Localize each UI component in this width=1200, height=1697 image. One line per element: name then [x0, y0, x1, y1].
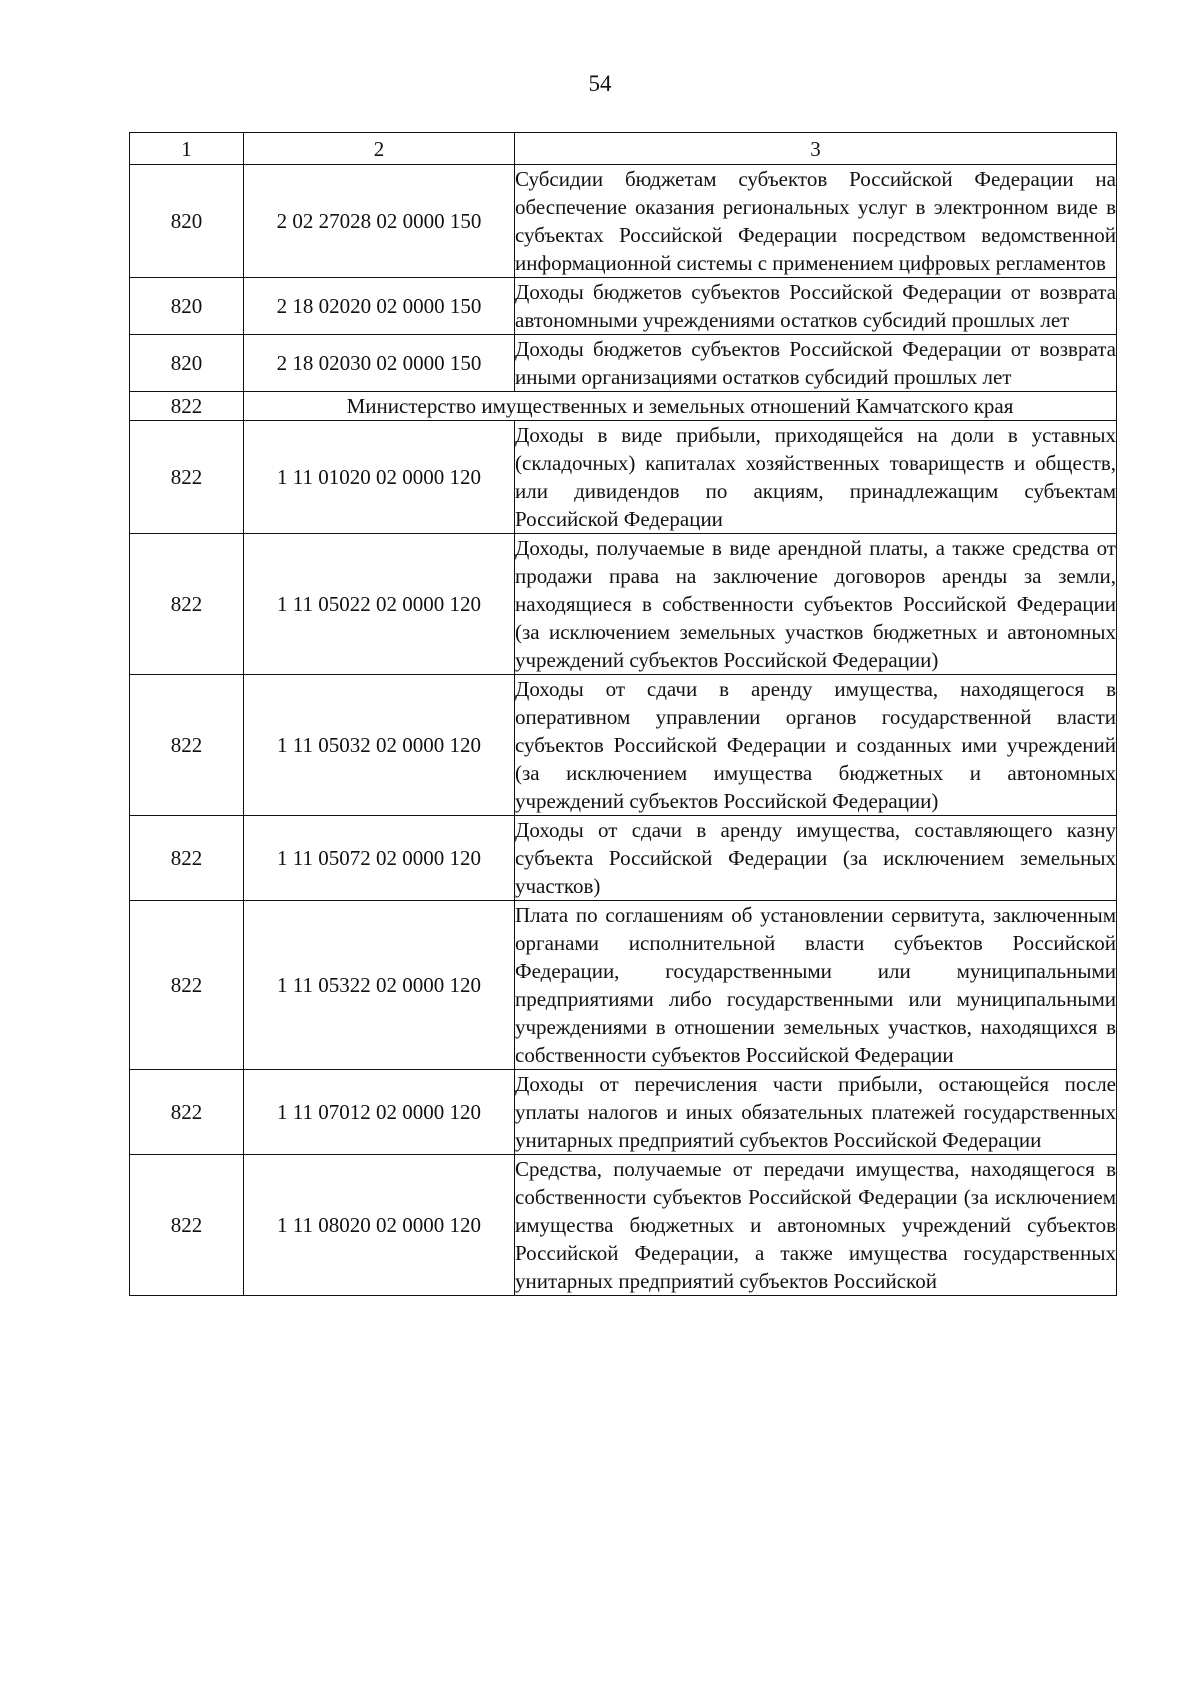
description-cell: [515, 278, 1117, 335]
description-text: Доходы от сдачи в аренду имущества, составляющего казну субъекта Российской Федерации (за исключением земельных участков): [515, 818, 1116, 898]
description-cell: [515, 675, 1117, 816]
description-text: Доходы, получаемые в виде арендной платы, а также средства от продажи права на заключение договоров аренды за земли, находящиеся в собственности субъектов Российской Федерации (за исключением земельных участков бюджетных и автономных учреждений субъектов Российской Федерации): [515, 536, 1116, 672]
table-row: [130, 335, 1117, 392]
admin-code-cell: 822: [130, 1155, 244, 1296]
revenue-code-cell: 1 11 01020 02 0000 120: [244, 421, 515, 534]
table-row: [130, 534, 1117, 675]
column-header-2: 2: [244, 133, 515, 165]
revenue-code-cell: 2 02 27028 02 0000 150: [244, 165, 515, 278]
table-header-row: [130, 133, 1117, 165]
column-header-3: 3: [515, 133, 1117, 165]
admin-code-cell: 820: [130, 335, 244, 392]
description-cell: [515, 901, 1117, 1070]
table-row: [130, 901, 1117, 1070]
description-text: Доходы бюджетов субъектов Российской Федерации от возврата иными организациями остатков субсидий прошлых лет: [515, 337, 1116, 389]
table-row: [130, 421, 1117, 534]
description-cell: [515, 1155, 1117, 1296]
description-text: Плата по соглашениям об установлении сервитута, заключенным органами исполнительной власти субъектов Российской Федерации, государственными или муниципальными предприятиями либо государственными или муниципальными учреждениями в отношении земельных участков, находящихся в собственности субъектов Российской Федерации: [515, 903, 1116, 1067]
revenue-code-cell: 2 18 02020 02 0000 150: [244, 278, 515, 335]
description-cell: [515, 421, 1117, 534]
table-row: [130, 675, 1117, 816]
admin-code-cell: 822: [130, 675, 244, 816]
department-name-cell: Министерство имущественных и земельных отношений Камчатского края: [244, 392, 1117, 421]
description-text: Доходы в виде прибыли, приходящейся на доли в уставных (складочных) капиталах хозяйственных товариществ и обществ, или дивидендов по акциям, принадлежащим субъектам Российской Федерации: [515, 423, 1116, 531]
description-cell: [515, 534, 1117, 675]
table-row: [130, 165, 1117, 278]
description-cell: [515, 335, 1117, 392]
budget-revenue-table: [129, 132, 1117, 1296]
revenue-code-cell: 1 11 05032 02 0000 120: [244, 675, 515, 816]
description-cell: [515, 816, 1117, 901]
admin-code-cell: 820: [130, 165, 244, 278]
admin-code-cell: 822: [130, 1070, 244, 1155]
table-row: [130, 278, 1117, 335]
department-row: [130, 392, 1117, 421]
description-cell: [515, 165, 1117, 278]
column-header-1: 1: [130, 133, 244, 165]
revenue-code-cell: 1 11 05322 02 0000 120: [244, 901, 515, 1070]
revenue-code-cell: 2 18 02030 02 0000 150: [244, 335, 515, 392]
revenue-code-cell: 1 11 08020 02 0000 120: [244, 1155, 515, 1296]
description-cell: [515, 1070, 1117, 1155]
description-text: Средства, получаемые от передачи имущества, находящегося в собственности субъектов Российской Федерации (за исключением имущества бюджетных и автономных учреждений субъектов Российской Федерации, а также имущества государственных унитарных предприятий субъектов Российской: [515, 1157, 1116, 1293]
revenue-code-cell: 1 11 05072 02 0000 120: [244, 816, 515, 901]
admin-code-cell: 822: [130, 816, 244, 901]
admin-code-cell: 822: [130, 421, 244, 534]
description-text: Доходы от сдачи в аренду имущества, находящегося в оперативном управлении органов государственной власти субъектов Российской Федерации и созданных ими учреждений (за исключением имущества бюджетных и автономных учреждений субъектов Российской Федерации): [515, 677, 1116, 813]
revenue-code-cell: 1 11 05022 02 0000 120: [244, 534, 515, 675]
admin-code-cell: 822: [130, 392, 244, 421]
admin-code-cell: 822: [130, 534, 244, 675]
page-number: 54: [588, 71, 612, 96]
admin-code-cell: 820: [130, 278, 244, 335]
description-text: Доходы от перечисления части прибыли, остающейся после уплаты налогов и иных обязательных платежей государственных унитарных предприятий субъектов Российской Федерации: [515, 1072, 1116, 1152]
table-row: [130, 1155, 1117, 1296]
table-row: [130, 1070, 1117, 1155]
description-text: Субсидии бюджетам субъектов Российской Федерации на обеспечение оказания региональных услуг в электронном виде в субъектах Российской Федерации посредством ведомственной информационной системы с применением цифровых регламентов: [515, 167, 1116, 275]
description-text: Доходы бюджетов субъектов Российской Федерации от возврата автономными учреждениями остатков субсидий прошлых лет: [515, 280, 1116, 332]
table-row: [130, 816, 1117, 901]
revenue-code-cell: 1 11 07012 02 0000 120: [244, 1070, 515, 1155]
admin-code-cell: 822: [130, 901, 244, 1070]
